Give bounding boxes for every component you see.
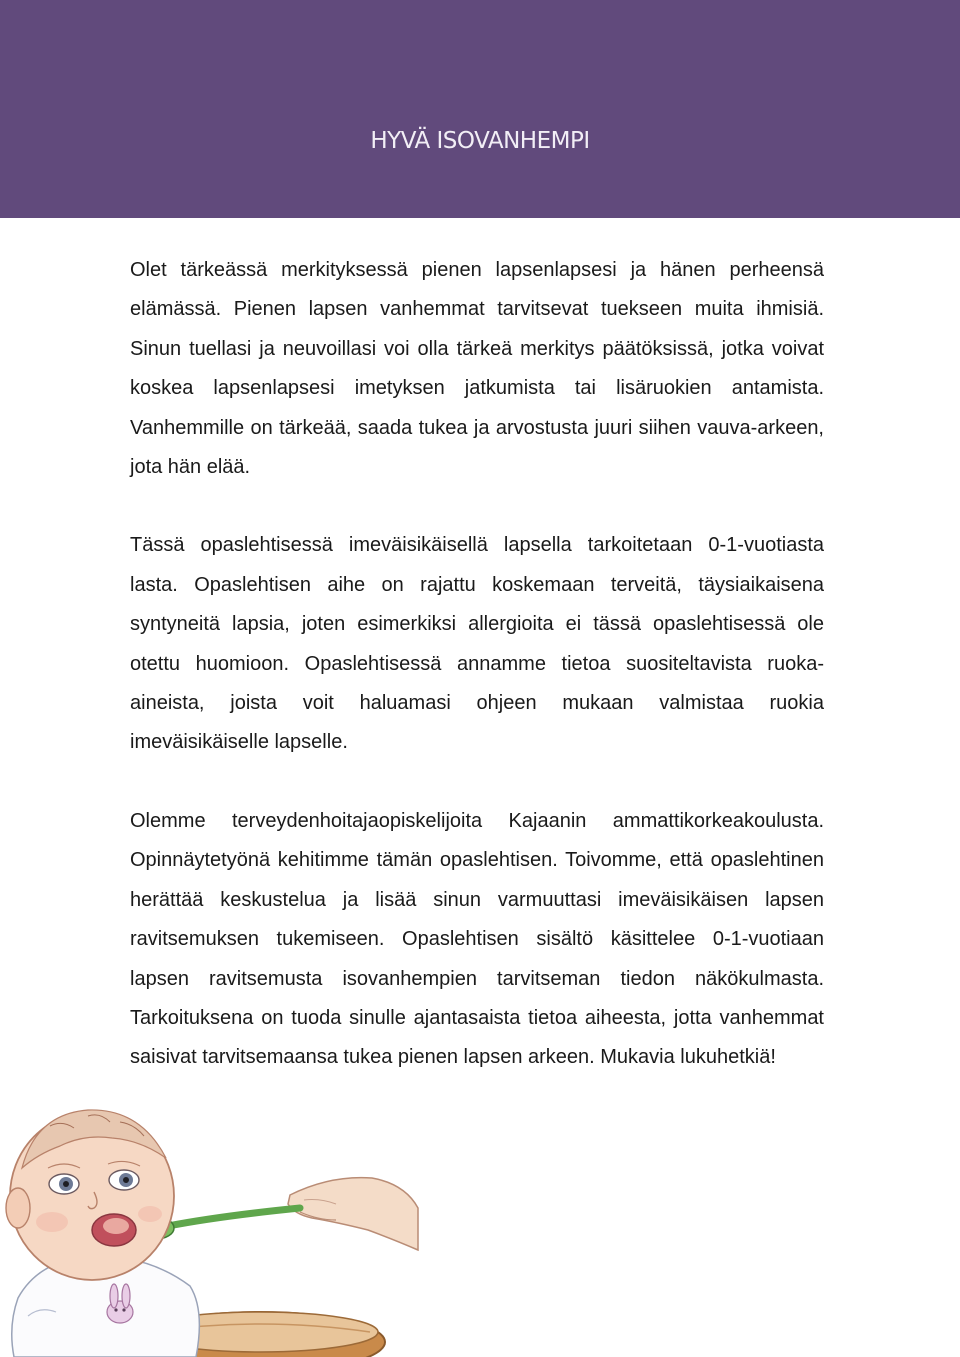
hand-illustration (288, 1178, 418, 1250)
baby-feeding-illustration (0, 1080, 440, 1357)
paragraph-scope: Tässä opaslehtisessä imeväisikäisellä lapsella tarkoitetaan 0-1-vuotiasta lasta. Opaslehtisen aihe on rajattu koskemaan terveitä, täysiaikaisena syntyneitä lapsia, joten esimerkiksi allergioita ei tässä opaslehtisessä ole otettu huomioon. Opaslehtisessä annamme tietoa suositeltavista ruoka-aineista, joista voit haluamasi ohjeen mukaan valmistaa ruokia imeväisikäiselle lapselle. (130, 534, 824, 754)
paragraph-intro: Olet tärkeässä merkityksessä pienen lapsenlapsesi ja hänen perheensä elämässä. Pienen lapsen vanhemmat tarvitsevat tuekseen muita ihmisiä. Sinun tuellasi ja neuvoillasi voi olla tärkeä merkitys päätöksissä, jotka voivat koskea lapsenlapsesi imetyksen jatkumista tai lisäruokien antamista. Vanhemmille on tärkeää, saada tukea ja arvostusta juuri siihen vauva-arkeen, jota hän elää. (130, 259, 824, 479)
paragraph-authors (130, 802, 824, 1078)
page-title: HYVÄ ISOVANHEMPI (370, 128, 590, 154)
header-band (0, 0, 960, 218)
baby-head-illustration (6, 1110, 174, 1280)
body-text (130, 251, 824, 1194)
paragraph-authors-text: Olemme terveydenhoitajaopiskelijoita Kajaanin ammattikorkeakoulusta. Opinnäytetyönä kehitimme tämän opaslehtisen. Toivomme, että opaslehtinen herättää keskustelua ja lisää sinun varmuuttasi imeväisikäisen lapsen ravitsemuksen tukemiseen. Opaslehtisen sisältö käsittelee 0-1-vuotiaan lapsen ravitsemusta isovanhempien tarvitseman tiedon näkökulmasta. Tarkoituksena on tuoda sinulle ajantasaista tietoa aiheesta, jotta vanhemmat saisivat tarvitsemaansa tukea pienen lapsen arkeen. Mukavia lukuhetkiä! (130, 809, 824, 1069)
